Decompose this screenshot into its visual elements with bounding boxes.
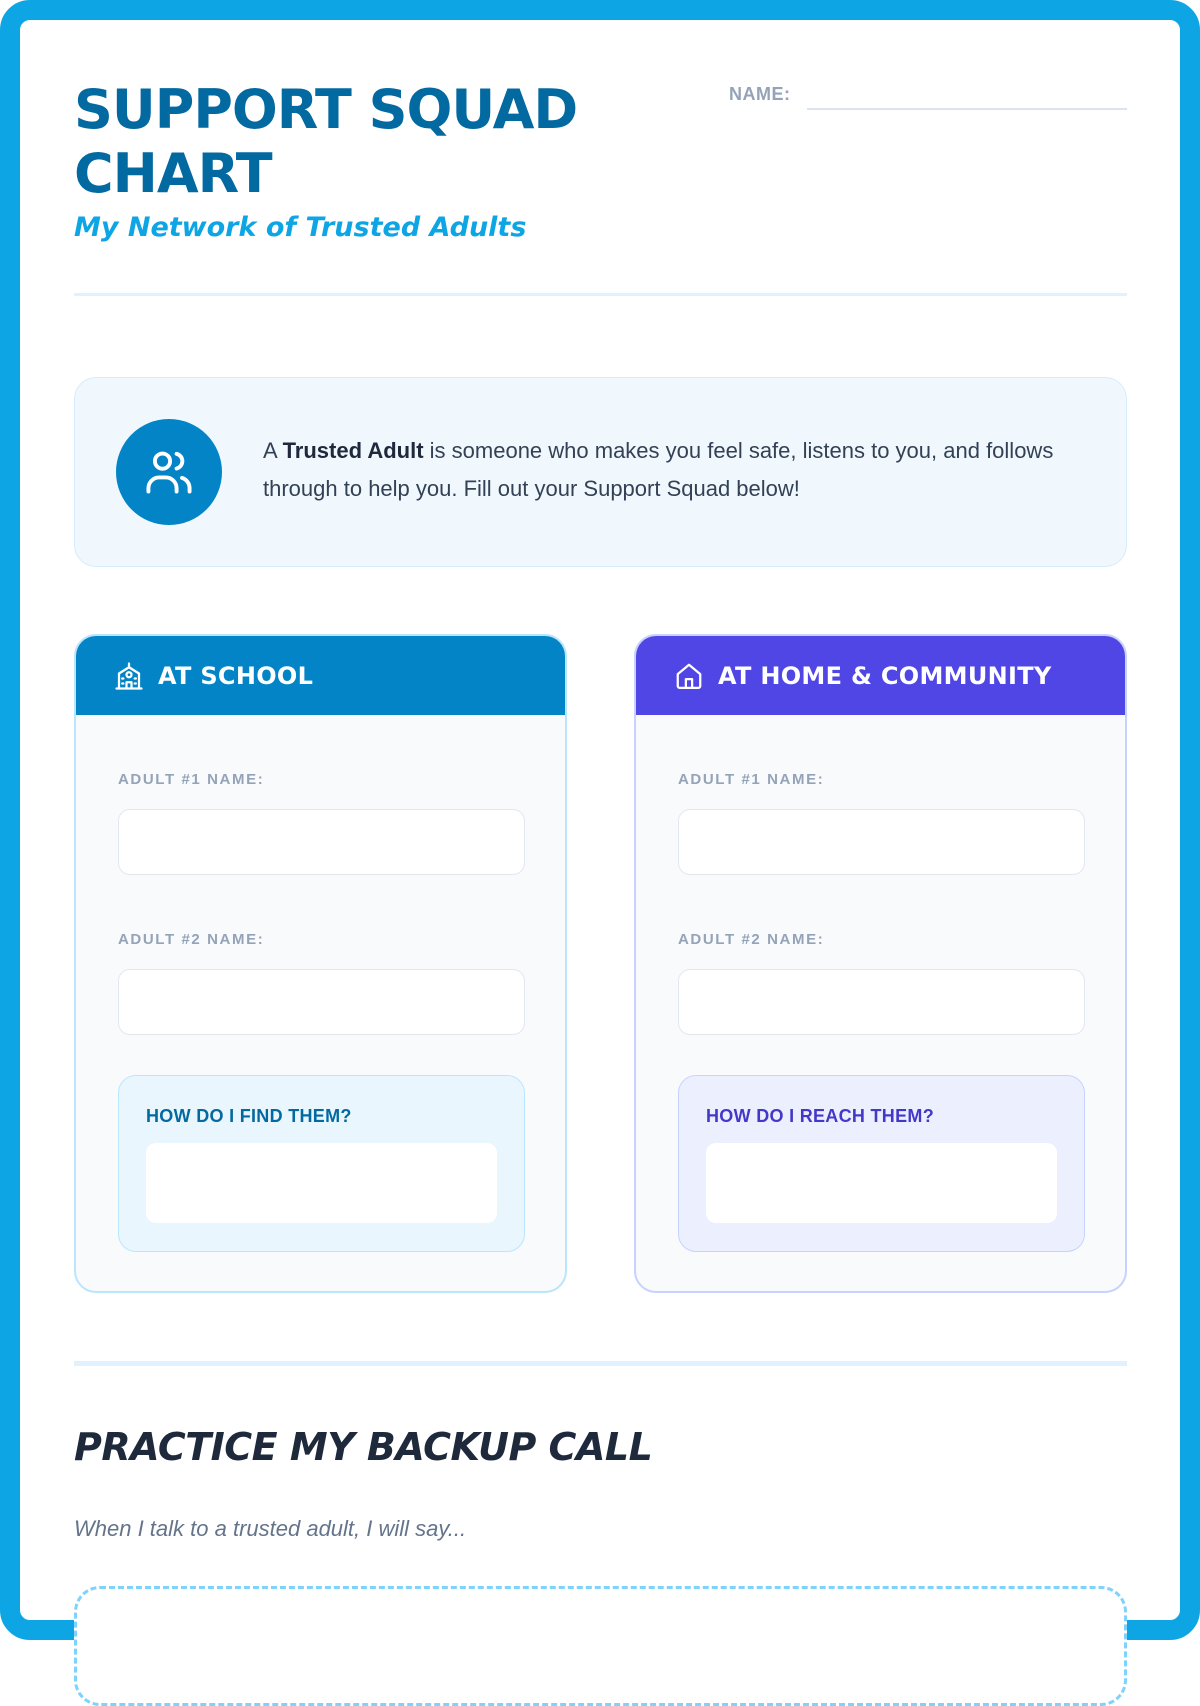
home-adult1-label: ADULT #1 NAME: xyxy=(678,771,825,788)
users-icon xyxy=(116,419,222,525)
school-find-panel xyxy=(118,1075,525,1252)
practice-answer-box[interactable] xyxy=(74,1586,1127,1706)
name-field[interactable] xyxy=(807,108,1127,110)
school-adult1-label: ADULT #1 NAME: xyxy=(118,771,265,788)
home-card xyxy=(634,634,1127,1293)
home-card-title: AT HOME & COMMUNITY xyxy=(718,661,1052,690)
school-find-input[interactable] xyxy=(146,1143,497,1223)
page-subtitle: My Network of Trusted Adults xyxy=(74,212,527,243)
practice-prompt: When I talk to a trusted adult, I will say... xyxy=(74,1516,467,1541)
page-title: SUPPORT SQUAD CHART xyxy=(74,78,578,205)
info-text: A Trusted Adult is someone who makes you feel safe, listens to you, and follows through to help you. Fill out your Support Squad below! xyxy=(263,438,1054,501)
info-box xyxy=(74,377,1127,567)
school-adult1-input[interactable] xyxy=(118,809,525,875)
school-card-header xyxy=(76,636,565,715)
worksheet xyxy=(74,0,1127,1600)
trusted-adult-term: Trusted Adult xyxy=(282,438,424,463)
home-reach-label: HOW DO I REACH THEM? xyxy=(706,1106,934,1126)
home-adult2-input[interactable] xyxy=(678,969,1085,1035)
school-card-title: AT SCHOOL xyxy=(158,661,314,690)
school-icon xyxy=(114,661,144,691)
home-reach-input[interactable] xyxy=(706,1143,1057,1223)
header-divider xyxy=(74,293,1127,296)
home-icon xyxy=(674,661,704,691)
name-label: NAME: xyxy=(729,84,791,104)
home-adult2-label: ADULT #2 NAME: xyxy=(678,931,825,948)
home-card-header xyxy=(636,636,1125,715)
school-adult2-label: ADULT #2 NAME: xyxy=(118,931,265,948)
school-adult2-input[interactable] xyxy=(118,969,525,1035)
school-card xyxy=(74,634,567,1293)
practice-title: PRACTICE MY BACKUP CALL xyxy=(74,1425,653,1469)
home-adult1-input[interactable] xyxy=(678,809,1085,875)
home-reach-panel xyxy=(678,1075,1085,1252)
section-divider xyxy=(74,1361,1127,1366)
school-find-label: HOW DO I FIND THEM? xyxy=(146,1106,352,1126)
